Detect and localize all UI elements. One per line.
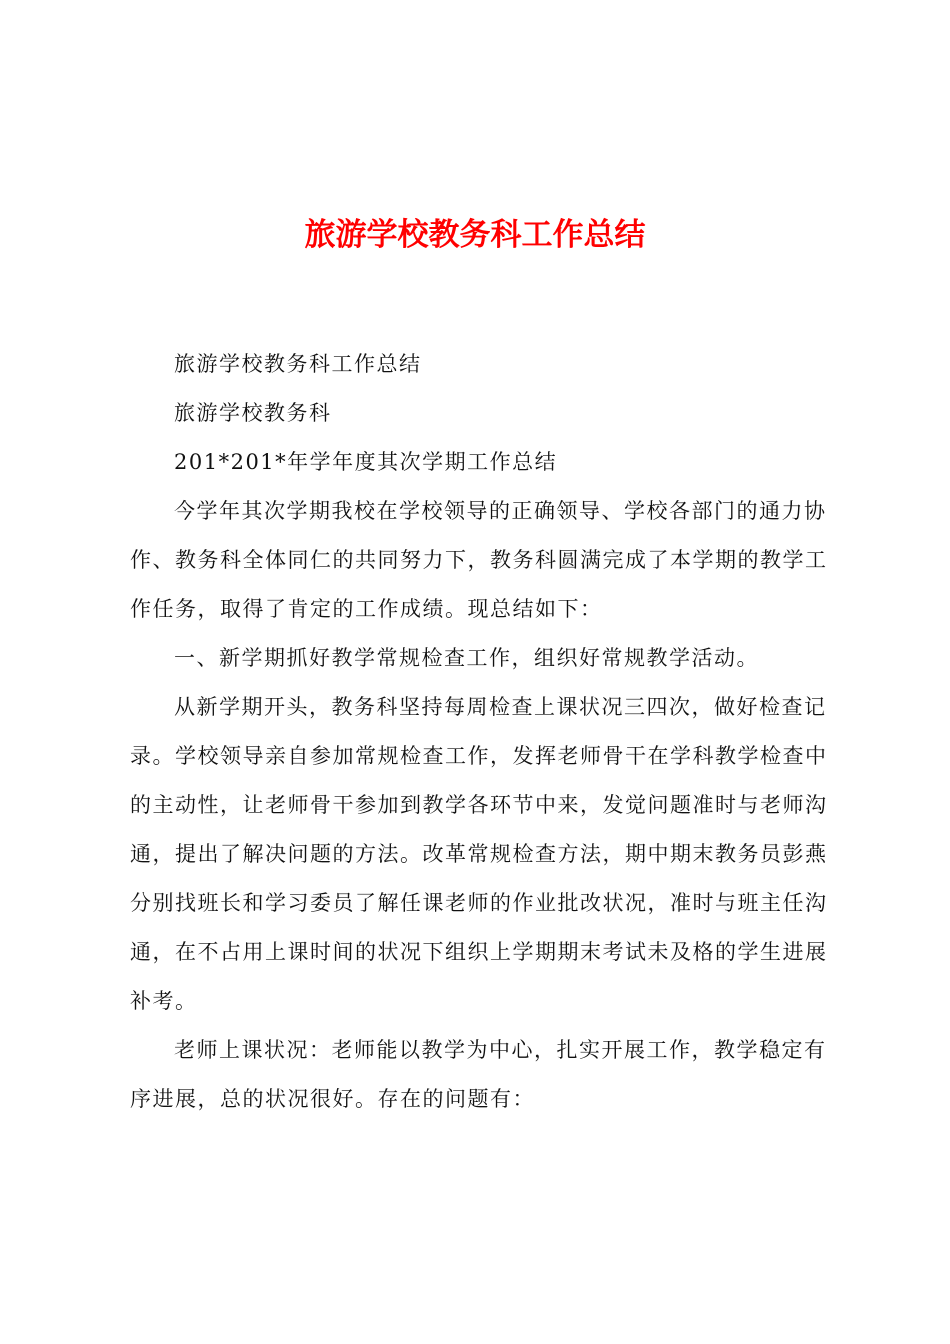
- text-line: 通，提出了解决问题的方法。改革常规检查方法，期中期末教务员彭燕: [130, 842, 828, 866]
- text-line: 补考。: [130, 989, 198, 1013]
- text-line: 录。学校领导亲自参加常规检查工作，发挥老师骨干在学科教学检查中: [130, 744, 828, 768]
- document-title: 旅游学校教务科工作总结: [304, 217, 646, 253]
- text-line: 旅游学校教务科工作总结: [174, 352, 422, 376]
- text-line: 201*201*年学年度其次学期工作总结: [174, 450, 558, 474]
- text-line: 通，在不占用上课时间的状况下组织上学期期末考试未及格的学生进展: [130, 940, 828, 964]
- text-line: 老师上课状况：老师能以教学为中心，扎实开展工作，教学稳定有: [174, 1038, 827, 1062]
- text-line: 一、新学期抓好教学常规检查工作，组织好常规教学活动。: [174, 646, 759, 670]
- text-line: 作、教务科全体同仁的共同努力下，教务科圆满完成了本学期的教学工: [130, 548, 828, 572]
- text-line: 的主动性，让老师骨干参加到教学各环节中来，发觉问题准时与老师沟: [130, 793, 828, 817]
- text-line: 今学年其次学期我校在学校领导的正确领导、学校各部门的通力协: [174, 499, 827, 523]
- text-line: 分别找班长和学习委员了解任课老师的作业批改状况，准时与班主任沟: [130, 891, 828, 915]
- document-body: [130, 340, 830, 1124]
- text-line: 从新学期开头，教务科坚持每周检查上课状况三四次，做好检查记: [174, 695, 827, 719]
- text-line: 旅游学校教务科: [174, 401, 332, 425]
- text-line: 序进展，总的状况很好。存在的问题有：: [130, 1087, 535, 1111]
- text-line: 作任务，取得了肯定的工作成绩。现总结如下：: [130, 597, 603, 621]
